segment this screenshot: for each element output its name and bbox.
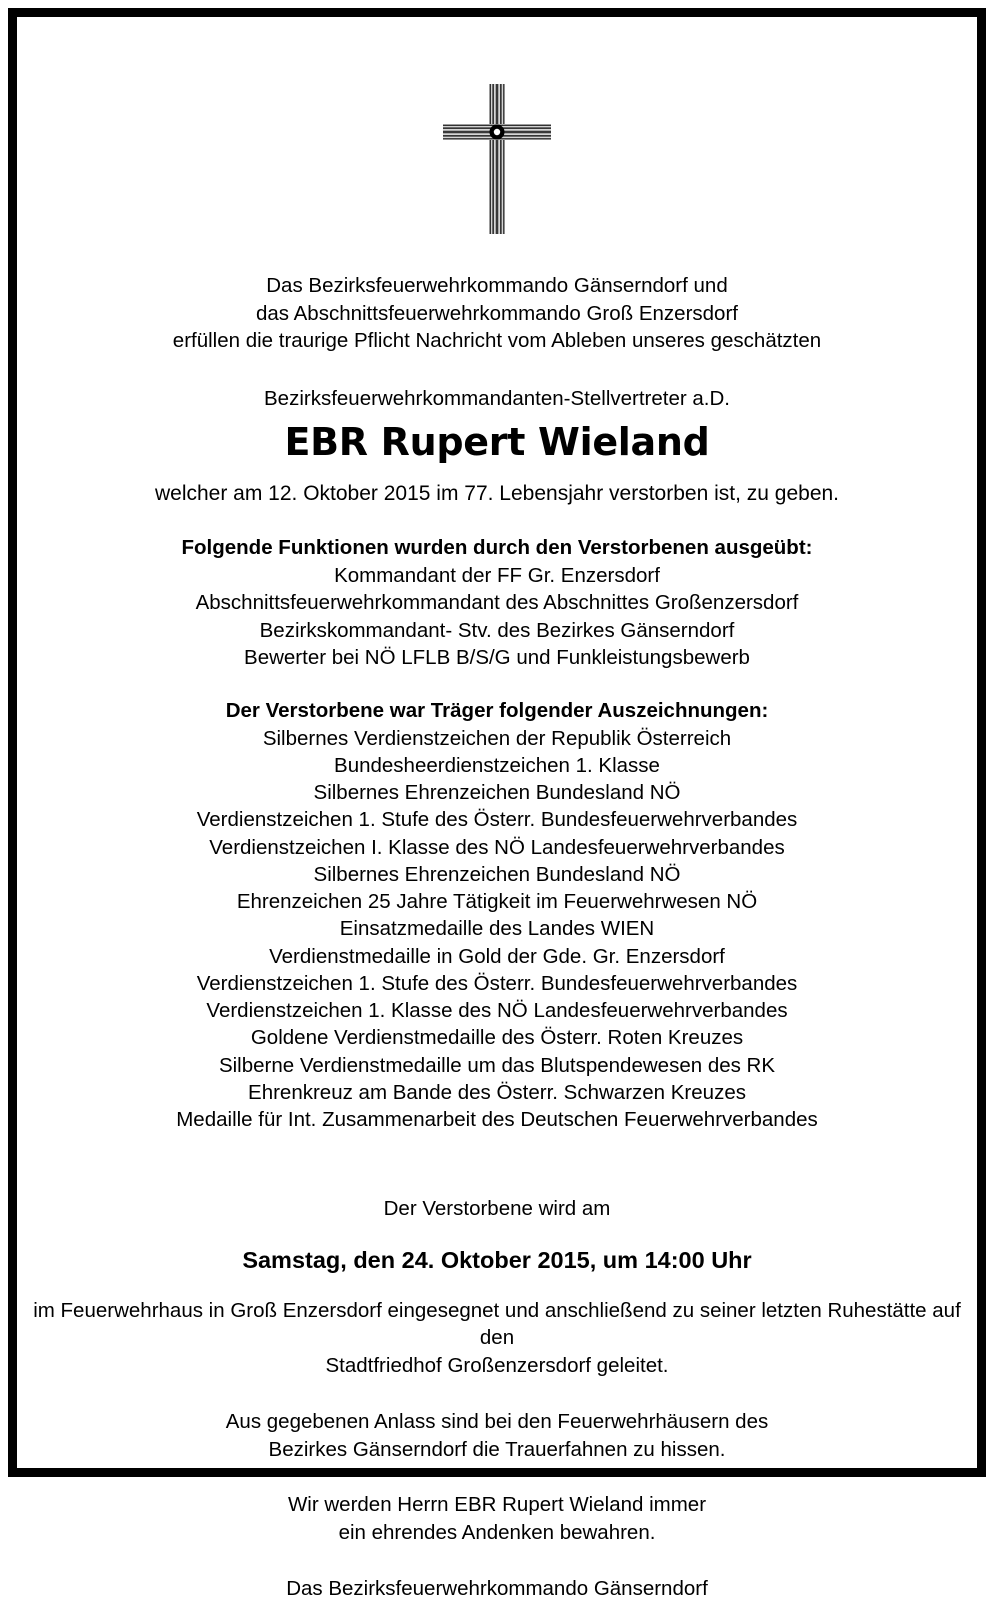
memory-note-line-1: Wir werden Herrn EBR Rupert Wieland immer bbox=[287, 1493, 707, 1517]
award-item: Silbernes Verdienstzeichen der Republik Österreich bbox=[262, 726, 732, 750]
award-item: Medaille für Int. Zusammenarbeit des Deutschen Feuerwehrverbandes bbox=[176, 1108, 818, 1132]
award-item: Silbernes Ehrenzeichen Bundesland NÖ bbox=[313, 862, 681, 886]
award-item: Goldene Verdienstmedaille des Österr. Roten Kreuzes bbox=[250, 1026, 744, 1050]
award-item: Einsatzmedaille des Landes WIEN bbox=[339, 917, 655, 941]
functions-list bbox=[26, 562, 968, 671]
intro-line-2: das Abschnittsfeuerwehrkommando Groß Enzersdorf bbox=[256, 301, 738, 325]
award-item: Verdienstzeichen 1. Stufe des Österr. Bundesfeuerwehrverbandes bbox=[196, 971, 798, 995]
cross-emblem bbox=[26, 84, 968, 234]
awards-list bbox=[26, 725, 968, 1134]
award-item: Bundesheerdienstzeichen 1. Klasse bbox=[334, 753, 660, 777]
signature: Das Bezirksfeuerwehrkommando Gänserndorf bbox=[286, 1576, 708, 1600]
intro-line-3: erfüllen die traurige Pflicht Nachricht vom Ableben unseres geschätzten bbox=[172, 329, 822, 353]
role-title: Bezirksfeuerwehrkommandanten-Stellvertreter a.D. bbox=[264, 387, 730, 411]
award-item: Ehrenkreuz am Bande des Österr. Schwarzen Kreuzes bbox=[248, 1080, 746, 1104]
award-item: Verdienstzeichen I. Klasse des NÖ Landesfeuerwehrverbandes bbox=[209, 835, 785, 859]
christian-cross-icon bbox=[443, 84, 551, 234]
function-item: Bezirkskommandant- Stv. des Bezirkes Gänserndorf bbox=[259, 618, 735, 642]
obituary-content bbox=[26, 26, 968, 1600]
flag-note-line-2: Bezirkes Gänserndorf die Trauerfahnen zu hissen. bbox=[268, 1437, 726, 1461]
awards-heading: Der Verstorbene war Träger folgender Auszeichnungen: bbox=[225, 699, 769, 722]
award-item: Silberne Verdienstmedaille um das Blutspendewesen des RK bbox=[218, 1053, 776, 1077]
award-item: Verdienstmedaille in Gold der Gde. Gr. Enzersdorf bbox=[269, 944, 725, 968]
memory-note-line-2: ein ehrendes Andenken bewahren. bbox=[338, 1520, 656, 1544]
deceased-name: EBR Rupert Wieland bbox=[284, 419, 710, 464]
funeral-place bbox=[26, 1297, 968, 1380]
intro-block bbox=[26, 272, 968, 355]
award-item: Verdienstzeichen 1. Stufe des Österr. Bundesfeuerwehrverbandes bbox=[196, 808, 798, 832]
intro-line-1: Das Bezirksfeuerwehrkommando Gänserndorf und bbox=[266, 274, 728, 297]
funeral-datetime: Samstag, den 24. Oktober 2015, um 14:00 Uhr bbox=[242, 1247, 752, 1274]
award-item: Silbernes Ehrenzeichen Bundesland NÖ bbox=[313, 781, 681, 805]
funeral-place-line-2: Stadtfriedhof Großenzersdorf geleitet. bbox=[325, 1354, 669, 1378]
award-item: Verdienstzeichen 1. Klasse des NÖ Landesfeuerwehrverbandes bbox=[206, 999, 788, 1023]
funeral-intro: Der Verstorbene wird am bbox=[383, 1197, 611, 1221]
memory-note bbox=[26, 1491, 968, 1546]
flag-note bbox=[26, 1408, 968, 1463]
award-item: Ehrenzeichen 25 Jahre Tätigkeit im Feuerwehrwesen NÖ bbox=[236, 890, 758, 914]
funeral-place-line-1: im Feuerwehrhaus in Groß Enzersdorf eingesegnet und anschließend zu seiner letzten Ruhestätte auf den bbox=[33, 1298, 961, 1350]
functions-heading: Folgende Funktionen wurden durch den Verstorbenen ausgeübt: bbox=[181, 536, 813, 560]
death-line: welcher am 12. Oktober 2015 im 77. Lebensjahr verstorben ist, zu geben. bbox=[154, 481, 840, 505]
awards-section bbox=[26, 697, 968, 1133]
function-item: Abschnittsfeuerwehrkommandant des Abschnittes Großenzersdorf bbox=[195, 591, 799, 615]
flag-note-line-1: Aus gegebenen Anlass sind bei den Feuerwehrhäusern des bbox=[225, 1409, 769, 1433]
functions-section bbox=[26, 534, 968, 671]
function-item: Kommandant der FF Gr. Enzersdorf bbox=[334, 564, 660, 587]
function-item: Bewerter bei NÖ LFLB B/S/G und Funkleistungsbewerb bbox=[244, 645, 750, 669]
